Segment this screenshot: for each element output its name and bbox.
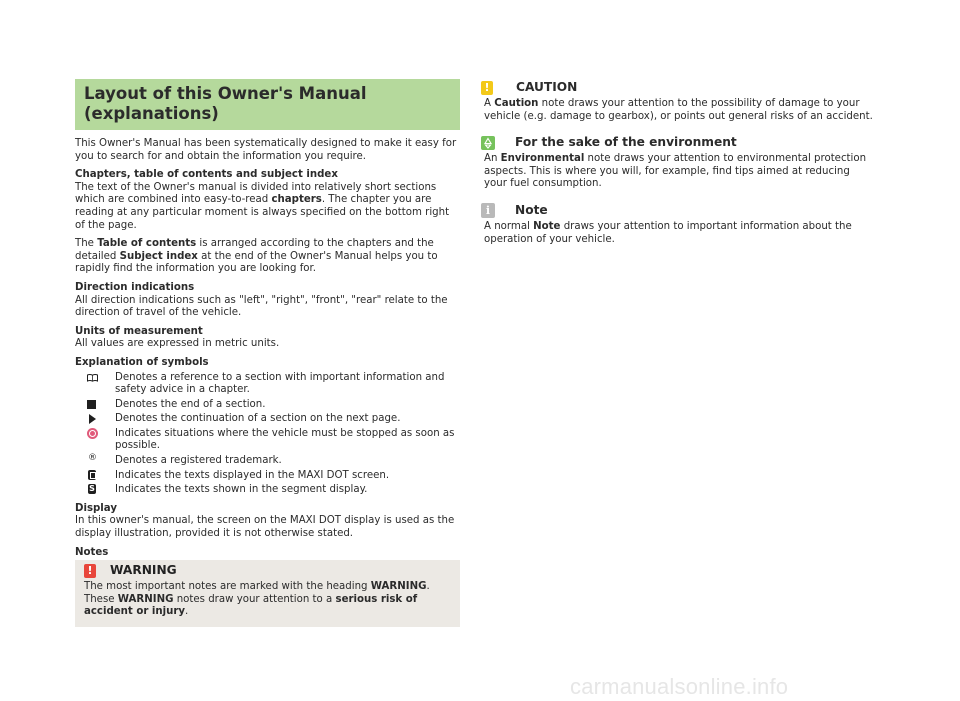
right-column	[484, 80, 874, 246]
book-icon	[87, 374, 98, 382]
display-section	[75, 503, 460, 541]
warning-title: ! WARNING	[84, 563, 452, 578]
direction-section	[75, 282, 460, 320]
toc-paragraph-2: The Table of contents is arranged according to the chapters and the detailed Subject index at the end of the Owner's Manual helps you to rapidly find the information you are looking for.	[75, 238, 438, 275]
left-column	[75, 79, 460, 627]
units-heading: Units of measurement	[75, 325, 203, 337]
watermark: carmanualsonline.info	[570, 674, 789, 699]
symbol-row: Denotes the end of a section.	[75, 399, 460, 412]
environment-text: An Environmental note draws your attention to environmental protection aspects. This is where you will, for example, find tips aimed at reducing your fuel consumption.	[484, 153, 867, 190]
display-text: In this owner's manual, the screen on the MAXI DOT display is used as the display illustration, provided it is not otherwise stated.	[75, 515, 455, 540]
registered-icon: ®	[88, 453, 97, 464]
symbol-row: Indicates the texts displayed in the MAXI DOT screen.	[75, 470, 460, 483]
toc-paragraph-1: The text of the Owner's manual is divided into relatively short sections which are combined into easy-to-read chapters. The chapter you are reading at any particular moment is always specified on the bottom right of the page.	[75, 181, 450, 231]
note-title: i Note	[481, 203, 874, 218]
segment-display-icon: S	[89, 484, 95, 494]
intro-paragraph: This Owner's Manual has been systematically designed to make it easy for you to search for and obtain the information you require.	[75, 138, 457, 162]
toc-section	[75, 169, 460, 276]
chapter-title-line-1: Layout of this Owner's Manual	[84, 84, 367, 103]
environment-recycle-icon	[481, 136, 495, 150]
direction-text: All direction indications such as "left", "right", "front", "rear" relate to the direction of travel of the vehicle.	[75, 294, 448, 319]
symbol-row: Denotes a reference to a section with important information and safety advice in a chapter.	[75, 372, 460, 397]
caution-title: ! CAUTION	[481, 80, 874, 95]
symbol-row: ® Denotes a registered trademark.	[88, 453, 282, 467]
warning-icon: !	[84, 564, 96, 578]
continuation-arrow-icon	[89, 414, 96, 424]
symbol-row: Denotes the continuation of a section on the next page.	[75, 413, 460, 426]
warning-box	[75, 560, 460, 627]
chapter-title-line-2: (explanations)	[84, 104, 219, 123]
stop-vehicle-icon	[87, 428, 98, 439]
symbols-section	[75, 357, 460, 497]
symbol-row: S Indicates the texts shown in the segment display.	[89, 484, 368, 496]
warning-text: The most important notes are marked with the heading WARNING. These WARNING notes draw your attention to a serious risk of accident or injury.	[84, 581, 430, 618]
chapter-title	[75, 79, 460, 130]
info-icon: i	[481, 203, 495, 218]
notes-heading: Notes	[75, 546, 109, 558]
display-heading: Display	[75, 502, 117, 514]
chapters-term: chapters	[271, 194, 322, 206]
section-end-icon	[87, 400, 96, 409]
direction-heading: Direction indications	[75, 281, 195, 293]
subject-index-term: Subject index	[119, 250, 198, 262]
symbols-list	[75, 372, 460, 497]
toc-heading: Chapters, table of contents and subject index	[75, 169, 338, 181]
symbols-heading: Explanation of symbols	[75, 356, 209, 368]
toc-term: Table of contents	[97, 238, 197, 250]
caution-text: A Caution note draws your attention to the possibility of damage to your vehicle (e.g. damage to gearbox), or points out general risks of an accident.	[484, 98, 873, 122]
symbol-row: Indicates situations where the vehicle must be stopped as soon as possible.	[75, 428, 460, 453]
environment-title: For the sake of the environment	[481, 135, 874, 150]
units-text: All values are expressed in metric units.	[75, 338, 280, 350]
note-text: A normal Note draws your attention to important information about the operation of your vehicle.	[484, 220, 852, 245]
units-section	[75, 326, 460, 351]
maxi-dot-icon	[88, 470, 96, 480]
notes-section	[75, 547, 460, 560]
caution-icon: !	[481, 81, 493, 95]
